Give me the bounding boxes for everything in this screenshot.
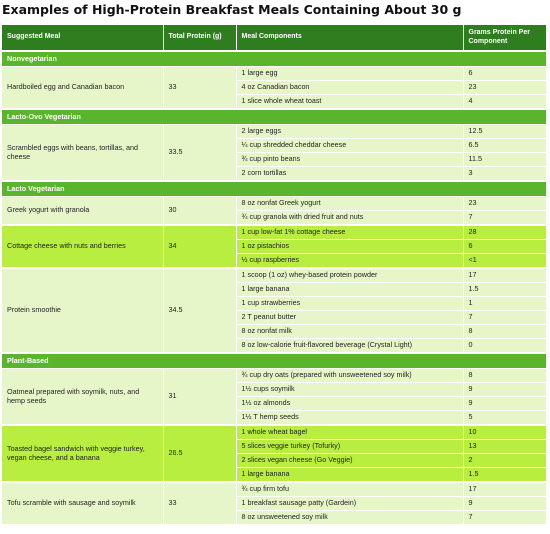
component-cell: ¾ cup dry oats (prepared with unsweetened soy milk) <box>236 369 463 383</box>
component-cell: 2 T peanut butter <box>236 311 463 325</box>
component-cell: 1 large egg <box>236 67 463 81</box>
component-cell: 1½ cups soymilk <box>236 383 463 397</box>
component-cell: 5 slices veggie turkey (Tofurky) <box>236 440 463 454</box>
component-cell: 1 whole wheat bagel <box>236 425 463 440</box>
component-cell: 8 oz nonfat milk <box>236 325 463 339</box>
component-cell: ½ cup raspberries <box>236 254 463 269</box>
table-row <box>2 125 546 139</box>
meal-name-cell: Toasted bagel sandwich with veggie turkey, vegan cheese, and a banana <box>2 425 163 482</box>
component-protein-cell: 5 <box>463 411 546 426</box>
table-row <box>2 482 546 497</box>
component-protein-cell: 13 <box>463 440 546 454</box>
table-row <box>2 197 546 211</box>
component-cell: 1 slice whole wheat toast <box>236 95 463 110</box>
component-cell: 2 corn tortillas <box>236 167 463 182</box>
section-row <box>2 181 546 197</box>
table-body <box>2 51 546 524</box>
component-protein-cell: 6.5 <box>463 139 546 153</box>
component-protein-cell: 2 <box>463 454 546 468</box>
total-protein-cell: 33.5 <box>163 125 236 182</box>
table-row <box>2 369 546 383</box>
component-protein-cell: 3 <box>463 167 546 182</box>
component-protein-cell: 12.5 <box>463 125 546 139</box>
component-protein-cell: 7 <box>463 211 546 226</box>
component-cell: 1 large banana <box>236 468 463 483</box>
component-protein-cell: 11.5 <box>463 153 546 167</box>
component-protein-cell: 23 <box>463 197 546 211</box>
component-cell: 1 scoop (1 oz) whey-based protein powder <box>236 268 463 283</box>
component-protein-cell: 9 <box>463 497 546 511</box>
section-label: Lacto Vegetarian <box>2 181 546 197</box>
total-protein-cell: 26.5 <box>163 425 236 482</box>
meal-name-cell: Scrambled eggs with beans, tortillas, and cheese <box>2 125 163 182</box>
component-cell: 1 cup low-fat 1% cottage cheese <box>236 225 463 240</box>
table-row <box>2 268 546 283</box>
component-cell: 1 breakfast sausage patty (Gardein) <box>236 497 463 511</box>
meal-name-cell: Oatmeal prepared with soymilk, nuts, and hemp seeds <box>2 369 163 426</box>
component-protein-cell: 10 <box>463 425 546 440</box>
section-row <box>2 353 546 369</box>
header-grams-protein: Grams Protein Per Component <box>463 25 546 51</box>
component-protein-cell: 1.5 <box>463 468 546 483</box>
component-cell: ¾ cup firm tofu <box>236 482 463 497</box>
component-cell: 8 oz low-calorie fruit-flavored beverage (Crystal Light) <box>236 339 463 354</box>
section-row <box>2 109 546 125</box>
component-cell: 4 oz Canadian bacon <box>236 81 463 95</box>
component-protein-cell: 7 <box>463 311 546 325</box>
total-protein-cell: 30 <box>163 197 236 226</box>
component-protein-cell: 17 <box>463 268 546 283</box>
total-protein-cell: 33 <box>163 482 236 524</box>
component-protein-cell: 8 <box>463 325 546 339</box>
protein-meals-table <box>2 25 546 524</box>
component-cell: 2 slices vegan cheese (Go Veggie) <box>236 454 463 468</box>
meal-name-cell: Hardboiled egg and Canadian bacon <box>2 67 163 110</box>
header-row <box>2 25 546 51</box>
section-label: Nonvegetarian <box>2 51 546 67</box>
section-label: Plant-Based <box>2 353 546 369</box>
component-cell: 1½ T hemp seeds <box>236 411 463 426</box>
component-protein-cell: 4 <box>463 95 546 110</box>
component-cell: ¾ cup granola with dried fruit and nuts <box>236 211 463 226</box>
component-protein-cell: 1 <box>463 297 546 311</box>
meal-name-cell: Cottage cheese with nuts and berries <box>2 225 163 268</box>
component-protein-cell: 28 <box>463 225 546 240</box>
total-protein-cell: 34.5 <box>163 268 236 353</box>
component-protein-cell: 1.5 <box>463 283 546 297</box>
component-protein-cell: 17 <box>463 482 546 497</box>
component-protein-cell: 23 <box>463 81 546 95</box>
table-row <box>2 225 546 240</box>
table-row <box>2 67 546 81</box>
component-protein-cell: 9 <box>463 383 546 397</box>
component-cell: 8 oz unsweetened soy milk <box>236 511 463 525</box>
component-protein-cell: 7 <box>463 511 546 525</box>
total-protein-cell: 33 <box>163 67 236 110</box>
table-row <box>2 425 546 440</box>
total-protein-cell: 31 <box>163 369 236 426</box>
component-cell: ¼ cup shredded cheddar cheese <box>236 139 463 153</box>
component-cell: 1 oz pistachios <box>236 240 463 254</box>
component-protein-cell: 8 <box>463 369 546 383</box>
component-cell: 1 cup strawberries <box>236 297 463 311</box>
meal-name-cell: Tofu scramble with sausage and soymilk <box>2 482 163 524</box>
component-protein-cell: 6 <box>463 67 546 81</box>
header-total-protein: Total Protein (g) <box>163 25 236 51</box>
component-cell: 1½ oz almonds <box>236 397 463 411</box>
component-cell: ¾ cup pinto beans <box>236 153 463 167</box>
component-protein-cell: 9 <box>463 397 546 411</box>
component-protein-cell: <1 <box>463 254 546 269</box>
page-title: Examples of High-Protein Breakfast Meals Containing About 30 g <box>2 2 462 17</box>
meal-name-cell: Greek yogurt with granola <box>2 197 163 226</box>
header-suggested-meal: Suggested Meal <box>2 25 163 51</box>
total-protein-cell: 34 <box>163 225 236 268</box>
meal-name-cell: Protein smoothie <box>2 268 163 353</box>
component-cell: 2 large eggs <box>236 125 463 139</box>
component-cell: 1 large banana <box>236 283 463 297</box>
section-label: Lacto-Ovo Vegetarian <box>2 109 546 125</box>
component-cell: 8 oz nonfat Greek yogurt <box>236 197 463 211</box>
component-protein-cell: 6 <box>463 240 546 254</box>
header-meal-components: Meal Components <box>236 25 463 51</box>
section-row <box>2 51 546 67</box>
component-protein-cell: 0 <box>463 339 546 354</box>
